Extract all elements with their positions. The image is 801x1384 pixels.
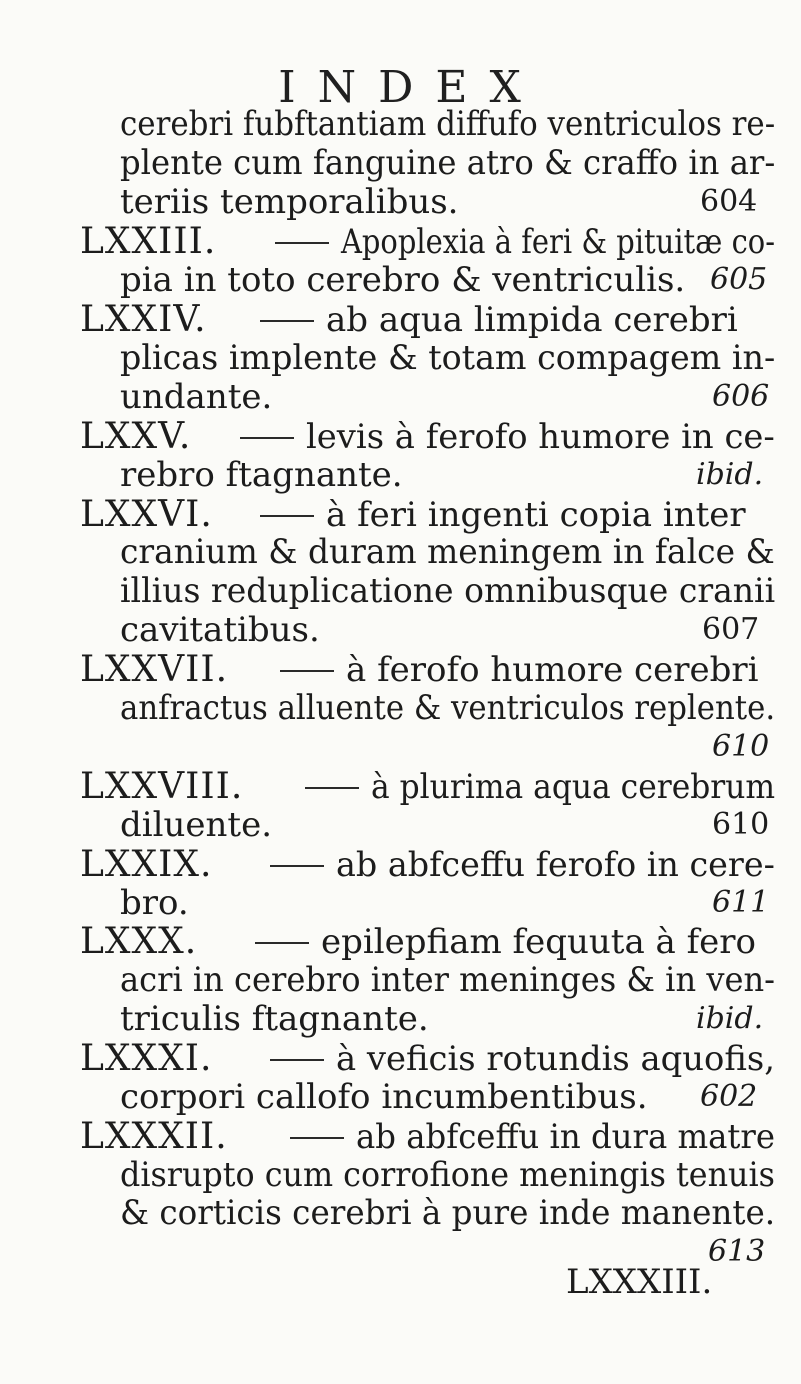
index-line xyxy=(0,530,801,574)
entry-text: à ferofo humore cerebri xyxy=(346,650,759,690)
entry-text: acri in cerebro inter meninges & in ven- xyxy=(120,960,775,1000)
em-dash-rule xyxy=(290,1137,344,1139)
entry-text: anfractus alluente & ventriculos replente. xyxy=(120,688,776,728)
entry-text: à feri ingenti copia inter xyxy=(326,495,746,535)
entry-text: cerebri fubftantiam diffufo ventriculos re- xyxy=(120,104,776,144)
em-dash-rule xyxy=(280,670,334,672)
page-reference: 610 xyxy=(712,807,770,842)
entry-number: LXXVI. xyxy=(80,494,213,535)
entry-text: teriis temporalibus. xyxy=(120,182,459,222)
entry-text: à plurima aqua cerebrum xyxy=(371,767,776,807)
em-dash-rule xyxy=(275,242,329,244)
index-line xyxy=(0,881,801,925)
em-dash-rule xyxy=(260,320,314,322)
entry-number: LXXXII. xyxy=(80,1116,228,1157)
entry-text: ab aqua limpida cerebri xyxy=(326,300,738,340)
entry-text: ab abfceffu ferofo in cere- xyxy=(336,845,775,885)
index-line xyxy=(0,569,801,613)
em-dash-rule xyxy=(260,515,314,517)
entry-text: & corticis cerebri à pure inde manente. xyxy=(120,1193,776,1233)
entry-number: LXXVII. xyxy=(80,649,229,690)
entry-text: plicas implente & totam compagem in- xyxy=(120,338,776,378)
page-reference: 607 xyxy=(702,612,760,647)
entry-number: LXXV. xyxy=(80,416,192,457)
entry-text: disrupto cum corrofione meningis tenuis xyxy=(120,1155,775,1195)
page-reference: 605 xyxy=(710,262,768,297)
page-header: INDEX xyxy=(278,62,543,113)
em-dash-rule xyxy=(270,1059,324,1061)
entry-text: Apoplexia à feri & pituitæ co- xyxy=(341,222,775,262)
entry-text: epilepfiam fequuta à fero xyxy=(321,922,757,962)
page-reference: 604 xyxy=(700,184,758,219)
entry-text: corpori callofo incumbentibus. xyxy=(120,1077,648,1117)
index-line xyxy=(0,258,801,302)
index-line xyxy=(0,686,801,730)
entry-text: undante. xyxy=(120,377,273,417)
index-line xyxy=(0,725,801,769)
entry-number: LXXXI. xyxy=(80,1038,213,1079)
index-line xyxy=(0,453,801,497)
index-line xyxy=(0,958,801,1002)
index-line xyxy=(0,1191,801,1235)
catchword: LXXXIII. xyxy=(566,1262,713,1302)
index-line xyxy=(0,180,801,224)
entry-text: bro. xyxy=(120,883,189,923)
em-dash-rule xyxy=(270,865,324,867)
page-reference: 611 xyxy=(712,885,770,920)
em-dash-rule xyxy=(305,787,359,789)
page-reference: 606 xyxy=(712,379,770,414)
index-line xyxy=(0,375,801,419)
entry-text: cavitatibus. xyxy=(120,610,320,650)
entry-text: diluente. xyxy=(120,805,273,845)
entry-number: LXXIX. xyxy=(80,844,213,885)
index-line xyxy=(0,997,801,1041)
index-line xyxy=(0,141,801,185)
index-line xyxy=(0,803,801,847)
entry-text: triculis ftagnante. xyxy=(120,999,429,1039)
entry-number: LXXIV. xyxy=(80,299,207,340)
index-line xyxy=(0,1075,801,1119)
index-line xyxy=(0,336,801,380)
page-reference: 602 xyxy=(700,1079,758,1114)
page-reference: 610 xyxy=(712,729,770,764)
entry-text: à veficis rotundis aquofis, xyxy=(336,1039,776,1079)
entry-text: plente cum fanguine atro & craffo in ar- xyxy=(120,143,776,183)
entry-number: LXXX. xyxy=(80,921,198,962)
index-line xyxy=(0,102,801,146)
page-reference: ibid. xyxy=(696,457,764,492)
entry-number: LXXIII. xyxy=(80,221,217,262)
entry-text: ab abfceffu in dura matre xyxy=(356,1117,776,1157)
index-line xyxy=(0,608,801,652)
em-dash-rule xyxy=(240,437,294,439)
entry-text: levis à ferofo humore in ce- xyxy=(306,417,775,457)
page-reference: 613 xyxy=(708,1234,766,1269)
page-reference: ibid. xyxy=(696,1001,764,1036)
entry-text: cranium & duram meningem in falce & xyxy=(120,532,775,572)
entry-text: rebro ftagnante. xyxy=(120,455,403,495)
entry-text: pia in toto cerebro & ventriculis. xyxy=(120,260,686,300)
entry-number: LXXVIII. xyxy=(80,766,244,807)
em-dash-rule xyxy=(255,942,309,944)
entry-text: illius reduplicatione omnibusque cranii xyxy=(120,571,776,611)
